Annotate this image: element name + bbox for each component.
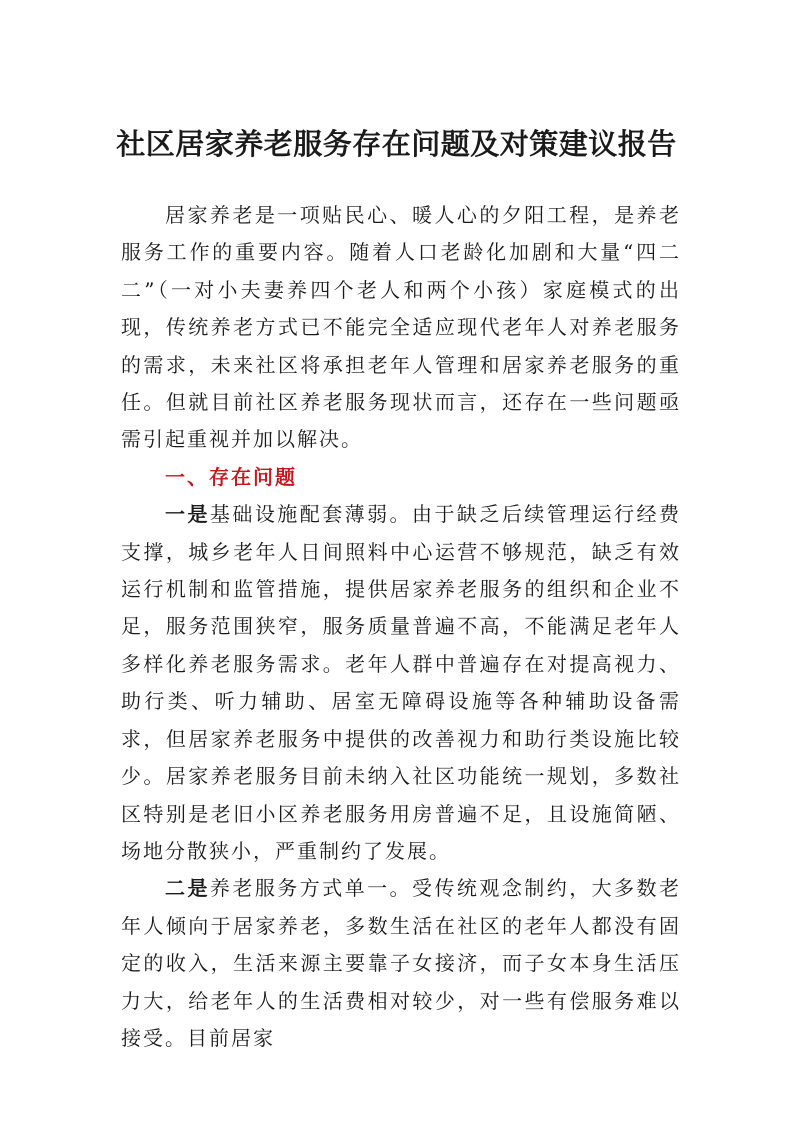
problem-1-lead: 一是 <box>165 502 210 527</box>
problem-paragraph-2 <box>121 870 681 1057</box>
document-title: 社区居家养老服务存在问题及对策建议报告 <box>116 127 677 161</box>
section-heading-problems: 一、存在问题 <box>165 464 297 489</box>
problem-paragraph-1 <box>121 496 681 870</box>
problem-2-lead: 二是 <box>165 876 210 901</box>
document-body <box>121 197 681 1057</box>
problem-1-text: 基础设施配套薄弱。由于缺乏后续管理运行经费支撑，城乡老年人日间照料中心运营不够规范，缺乏有效运行机制和监管措施，提供居家养老服务的组织和企业不足，服务范围狭窄，服务质量普遍不高，不能满足老年人多样化养老服务需求。老年人群中普遍存在对提高视力、助行类、听力辅助、居室无障碍设施等各种辅助设备需求，但居家养老服务中提供的改善视力和助行类设施比较少。居家养老服务目前未纳入社区功能统一规划，多数社区特别是老旧小区养老服务用房普遍不足，且设施简陋、场地分散狭小，严重制约了发展。 <box>121 502 682 863</box>
problem-2-text: 养老服务方式单一。受传统观念制约，大多数老年人倾向于居家养老，多数生活在社区的老年人都没有固定的收入，生活来源主要靠子女接济，而子女本身生活压力大，给老年人的生活费相对较少，对一些有偿服务难以接受。目前居家 <box>121 876 682 1050</box>
intro-paragraph: 居家养老是一项贴民心、暖人心的夕阳工程，是养老服务工作的重要内容。随着人口老龄化加剧和大量“四二二”（一对小夫妻养四个老人和两个小孩）家庭模式的出现，传统养老方式已不能完全适应现代老年人对养老服务的需求，未来社区将承担老年人管理和居家养老服务的重任。但就目前社区养老服务现状而言，还存在一些问题亟需引起重视并加以解决。 <box>121 203 681 452</box>
